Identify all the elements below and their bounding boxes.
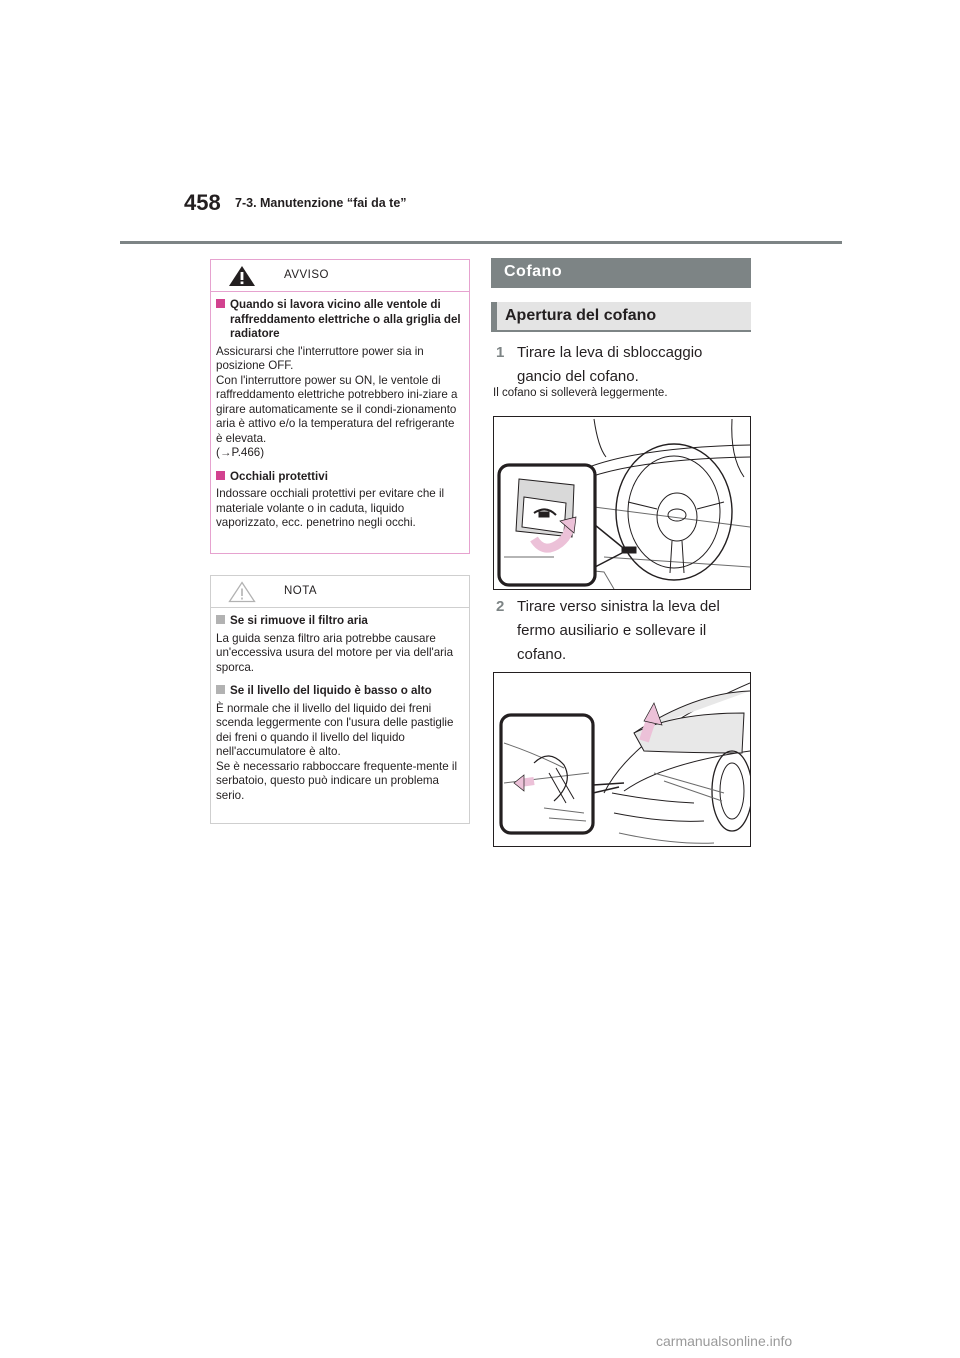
subsection-heading: Apertura del cofano [491,302,751,332]
step-number: 1 [496,344,505,361]
hood-release-lever-illustration [493,416,751,590]
warning-header [211,260,469,292]
warning-body [216,298,464,540]
note-item-text: La guida senza filtro aria potrebbe causare un'eccessiva usura del motore per via dell'aria sporca. [216,631,454,674]
bullet-square-icon [216,299,225,308]
warning-label: AVVISO [284,269,329,281]
section-title: 7-3. Manutenzione “fai da te” [235,196,407,210]
note-header [211,576,469,608]
page-number: 458 [184,190,221,215]
bullet-square-icon [216,615,225,624]
warning-item-title: Quando si lavora vicino alle ventole di raffreddamento elettriche o alla griglia del radiatore [216,298,464,342]
note-item-title: Se si rimuove il filtro aria [216,614,464,629]
step-2 [496,595,756,670]
auxiliary-catch-lever-illustration [493,672,751,847]
step-note: Il cofano si solleverà leggermente. [493,387,668,399]
warning-item-text: Indossare occhiali protettivi per evitare che il materiale volante o in caduta, liquido vaporizzato, ecc. penetrino negli occhi. [216,487,445,529]
note-item-title: Se il livello del liquido è basso o alto [216,684,464,699]
bullet-square-icon [216,685,225,694]
step-text: Tirare la leva di sbloccaggio gancio del cofano. [517,344,703,385]
note-body [216,614,464,812]
caution-triangle-icon [228,581,256,603]
warning-item-text: Assicurarsi che l'interruttore power sia in posizione OFF. Con l'interruttore power su ON, le ventole di raffreddamento elettriche potrebbero ini-ziare a girare automaticamente se il condi-zionamento aria è attivo e/o la temperatura del refrigerante è elevata. (→P.466) [216,344,458,459]
note-label: NOTA [284,585,318,597]
warning-item-title: Occhiali protettivi [216,470,464,485]
bullet-square-icon [216,471,225,480]
warning-box [210,259,470,554]
step-text: Tirare verso sinistra la leva del fermo ausiliario e sollevare il cofano. [517,598,720,663]
note-item-text: È normale che il livello del liquido dei freni scenda leggermente con l'usura delle pastiglie dei freni o quando il livello del liquido nell'accumulatore è alto. Se è necessario rabboccare frequente-mente il serbatoio, questo può indicare un problema serio. [216,701,458,802]
step-number: 2 [496,598,505,615]
watermark: carmanualsonline.info [656,1333,793,1349]
section-heading: Cofano [491,258,751,288]
step-1 [496,341,756,391]
warning-triangle-icon [228,265,256,287]
header-divider [120,241,842,244]
note-box [210,575,470,824]
